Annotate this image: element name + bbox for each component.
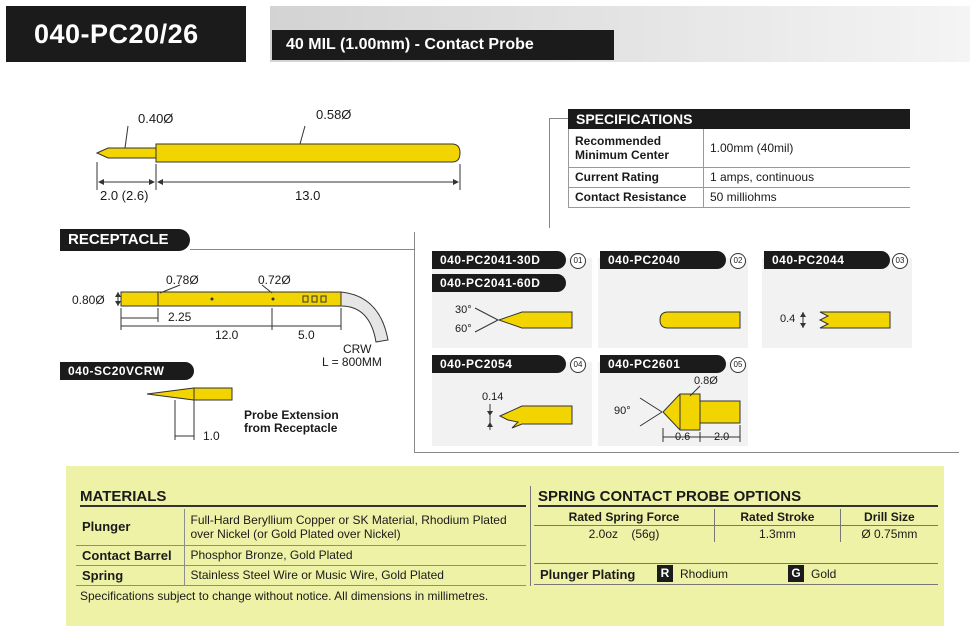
tip-angle-label: 90° (614, 405, 631, 417)
tip-diameter-label: 0.40Ø (138, 111, 174, 126)
tip-angle-label: 30° (455, 304, 472, 316)
options-value: 1.3mm (715, 526, 841, 543)
materials-table (76, 509, 526, 586)
section-divider-horizontal (414, 452, 959, 453)
spec-value: 50 milliohms (704, 187, 911, 207)
options-header: Drill Size (840, 509, 938, 526)
material-label: Contact Barrel (76, 545, 184, 565)
material-value: Phosphor Bronze, Gold Plated (184, 545, 526, 565)
receptacle-dim-2-25: 2.25 (168, 310, 192, 324)
part-number-banner: 040-PC20/26 (6, 6, 246, 62)
options-title: SPRING CONTACT PROBE OPTIONS (538, 488, 938, 507)
material-label: Spring (76, 565, 184, 585)
spec-label: Current Rating (569, 167, 704, 187)
tip-dim-label: 0.4 (780, 313, 796, 325)
tip-part-number: 040-PC2041-30D (432, 251, 566, 269)
crw-label: CRW (343, 342, 372, 356)
material-label: Plunger (76, 509, 184, 545)
probe-extension-label: Probe Extension from Receptacle (244, 408, 339, 435)
options-header-row (534, 509, 938, 526)
barrel-diameter-label: 0.58Ø (316, 107, 352, 122)
options-divider (530, 486, 531, 586)
spec-value: 1 amps, continuous (704, 167, 911, 187)
material-row (76, 509, 526, 545)
material-row (76, 545, 526, 565)
tip-part-number: 040-PC2601 (600, 355, 726, 373)
barrel-length-label: 13.0 (295, 188, 321, 203)
tip-part-number: 040-PC2044 (764, 251, 890, 269)
receptacle-title: RECEPTACLE (60, 229, 190, 251)
specifications-title: SPECIFICATIONS (568, 109, 910, 129)
tip-dim-label: 2.0 (714, 431, 730, 443)
receptacle-outer-diameter: 0.80Ø (72, 293, 105, 307)
extension-dim-label: 1.0 (203, 429, 220, 443)
spec-label: Contact Resistance (569, 187, 704, 207)
receptacle-dim-5: 5.0 (298, 328, 315, 342)
options-header: Rated Stroke (715, 509, 841, 526)
tip-diameter-label: 0.8Ø (694, 375, 718, 387)
material-value: Stainless Steel Wire or Music Wire, Gold Plated (184, 565, 526, 585)
options-table (534, 509, 938, 542)
options-value: 2.0oz (56g) (588, 527, 660, 541)
plating-code-box: R (657, 565, 673, 582)
tip-number-badge: 02 (730, 253, 746, 269)
options-header: Rated Spring Force (534, 509, 715, 526)
plating-code-box: G (788, 565, 804, 582)
materials-title: MATERIALS (80, 488, 526, 507)
tip-part-number: 040-PC2041-60D (432, 274, 566, 292)
receptacle-mid-diameter: 0.78Ø (166, 273, 199, 287)
spec-value: 1.00mm (40mil) (704, 129, 911, 167)
spec-label: Recommended Minimum Center (569, 129, 704, 167)
receptacle-inner-diameter: 0.72Ø (258, 273, 291, 287)
receptacle-dim-12: 12.0 (215, 328, 239, 342)
options-value: Ø 0.75mm (840, 526, 938, 543)
tip-dim-label: 0.6 (675, 431, 691, 443)
tip-part-number: 040-PC2040 (600, 251, 726, 269)
plating-label: Plunger Plating (540, 567, 636, 582)
options-value-row (534, 526, 938, 543)
tip-length-label: 2.0 (2.6) (100, 188, 149, 203)
material-row (76, 565, 526, 585)
receptacle-part-number: 040-SC20VCRW (60, 362, 194, 380)
plating-option-name: Gold (811, 567, 837, 581)
tip-dim-label: 0.14 (482, 391, 504, 403)
product-subtitle: 40 MIL (1.00mm) - Contact Probe (272, 30, 614, 60)
crw-length-label: L = 800MM (322, 355, 382, 369)
material-value: Full-Hard Beryllium Copper or SK Material, Rhodium Plated over Nickel (or Gold Plated over Nickel) (184, 509, 526, 545)
tip-number-badge: 01 (570, 253, 586, 269)
materials-footnote: Specifications subject to change without notice. All dimensions in millimetres. (80, 589, 489, 603)
plating-option-name: Rhodium (680, 567, 729, 581)
tip-number-badge: 04 (570, 357, 586, 373)
tip-number-badge: 03 (892, 253, 908, 269)
tip-number-badge: 05 (730, 357, 746, 373)
tip-angle-label: 60° (455, 323, 472, 335)
tip-part-number: 040-PC2054 (432, 355, 566, 373)
